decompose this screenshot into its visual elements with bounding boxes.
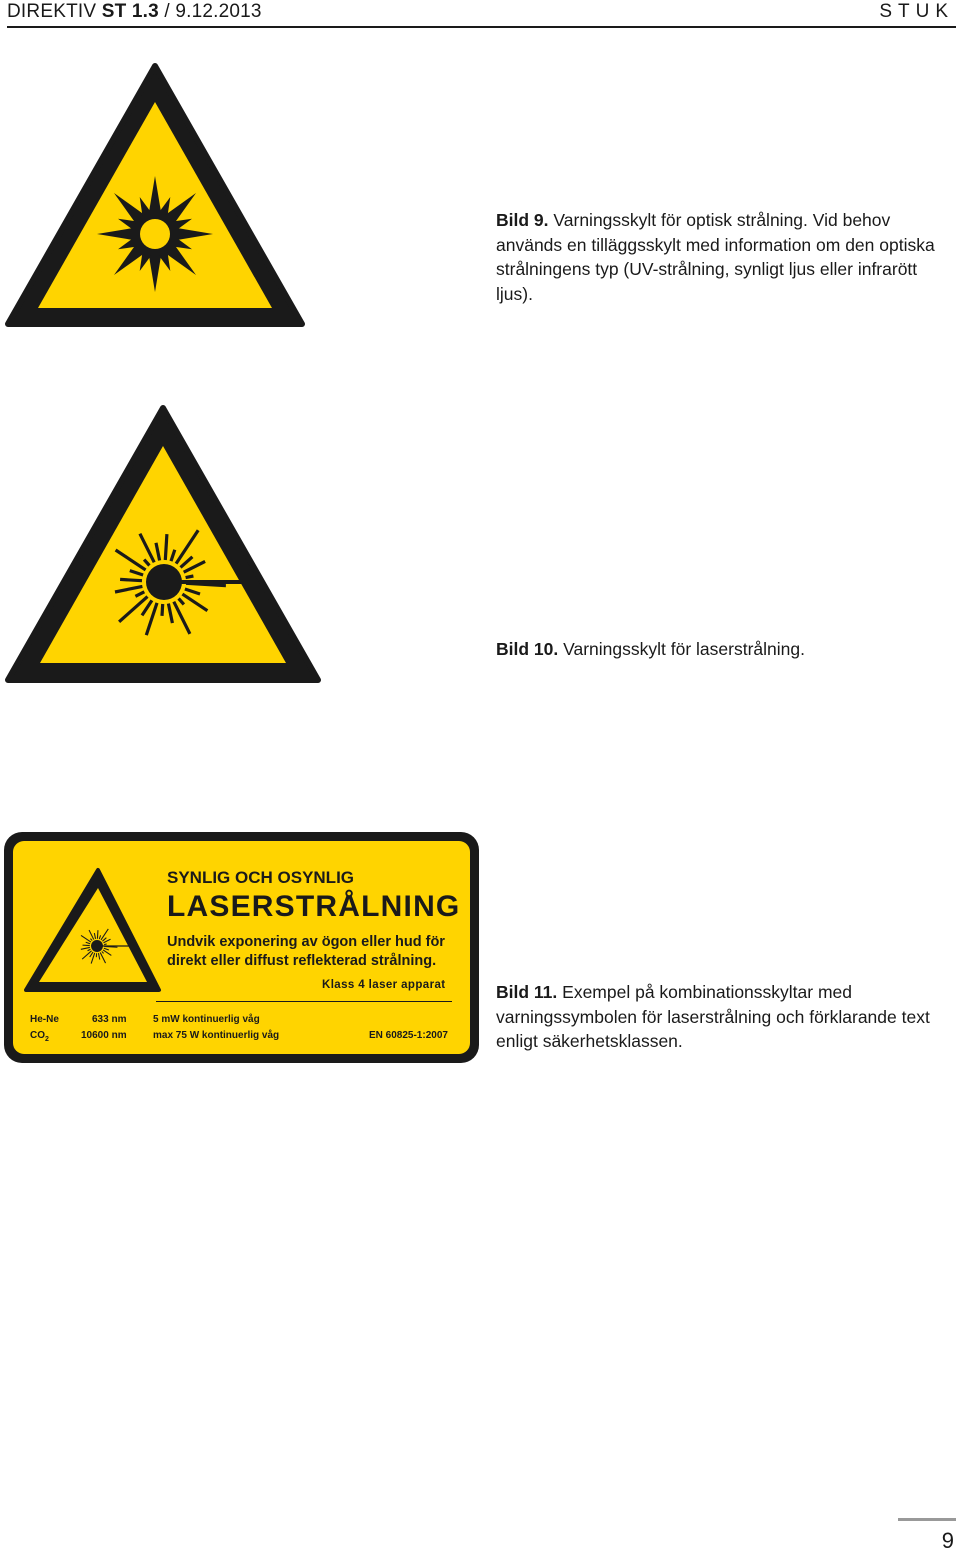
panel-power-1: 5 mW kontinuerlig våg <box>153 1014 260 1025</box>
doc-prefix: DIREKTIV <box>7 1 96 22</box>
panel-medium-2-subscript: 2 <box>45 1036 49 1043</box>
figure-11-label: Bild 11. <box>496 982 557 1002</box>
panel-heading-large: LASERSTRÅLNING <box>167 890 460 924</box>
panel-rule <box>156 1001 452 1002</box>
panel-heading-small: SYNLIG OCH OSYNLIG <box>167 868 354 888</box>
page-header <box>7 0 956 27</box>
figure-10-label: Bild 10. <box>496 639 558 659</box>
figure-11-caption <box>496 980 956 1054</box>
document-reference <box>7 1 262 23</box>
panel-wavelength-1: 633 nm <box>92 1014 126 1025</box>
doc-code: ST 1.3 <box>102 1 159 22</box>
laser-warning-panel <box>4 832 479 1063</box>
panel-medium-2-base: CO <box>30 1030 45 1041</box>
figure-9-caption <box>496 208 946 306</box>
figure-9-label: Bild 9. <box>496 210 549 230</box>
figure-11-text: Exempel på kombinationsskyltar med varningssymbolen för laserstrålning och förklarande text enligt säkerhetsklassen. <box>496 982 930 1051</box>
panel-medium-2 <box>30 1030 49 1043</box>
panel-medium-1: He-Ne <box>30 1014 59 1025</box>
footer-rule <box>898 1518 956 1521</box>
header-rule <box>7 26 956 28</box>
figure-9-text: Varningsskylt för optisk strålning. Vid behov används en tilläggsskylt med information om den optiska strålningens typ (UV-strålning, synligt ljus eller infrarött ljus). <box>496 210 935 304</box>
panel-wavelength-2: 10600 nm <box>81 1030 127 1041</box>
panel-class-text: Klass 4 laser apparat <box>322 979 445 991</box>
figure-10-text: Varningsskylt för laserstrålning. <box>563 639 805 659</box>
panel-standard-2: EN 60825-1:2007 <box>369 1030 448 1041</box>
figure-10-caption <box>496 637 946 662</box>
panel-power-2: max 75 W kontinuerlig våg <box>153 1030 279 1041</box>
optical-radiation-warning-icon <box>4 62 306 328</box>
organization-logo-text: STUK <box>879 1 954 23</box>
page-number: 9 <box>942 1528 954 1554</box>
doc-date: / 9.12.2013 <box>164 1 261 22</box>
laser-radiation-warning-icon <box>4 404 322 684</box>
panel-warning-text: Undvik exponering av ögon eller hud för direkt eller diffust reflekterad strålning. <box>167 933 467 971</box>
